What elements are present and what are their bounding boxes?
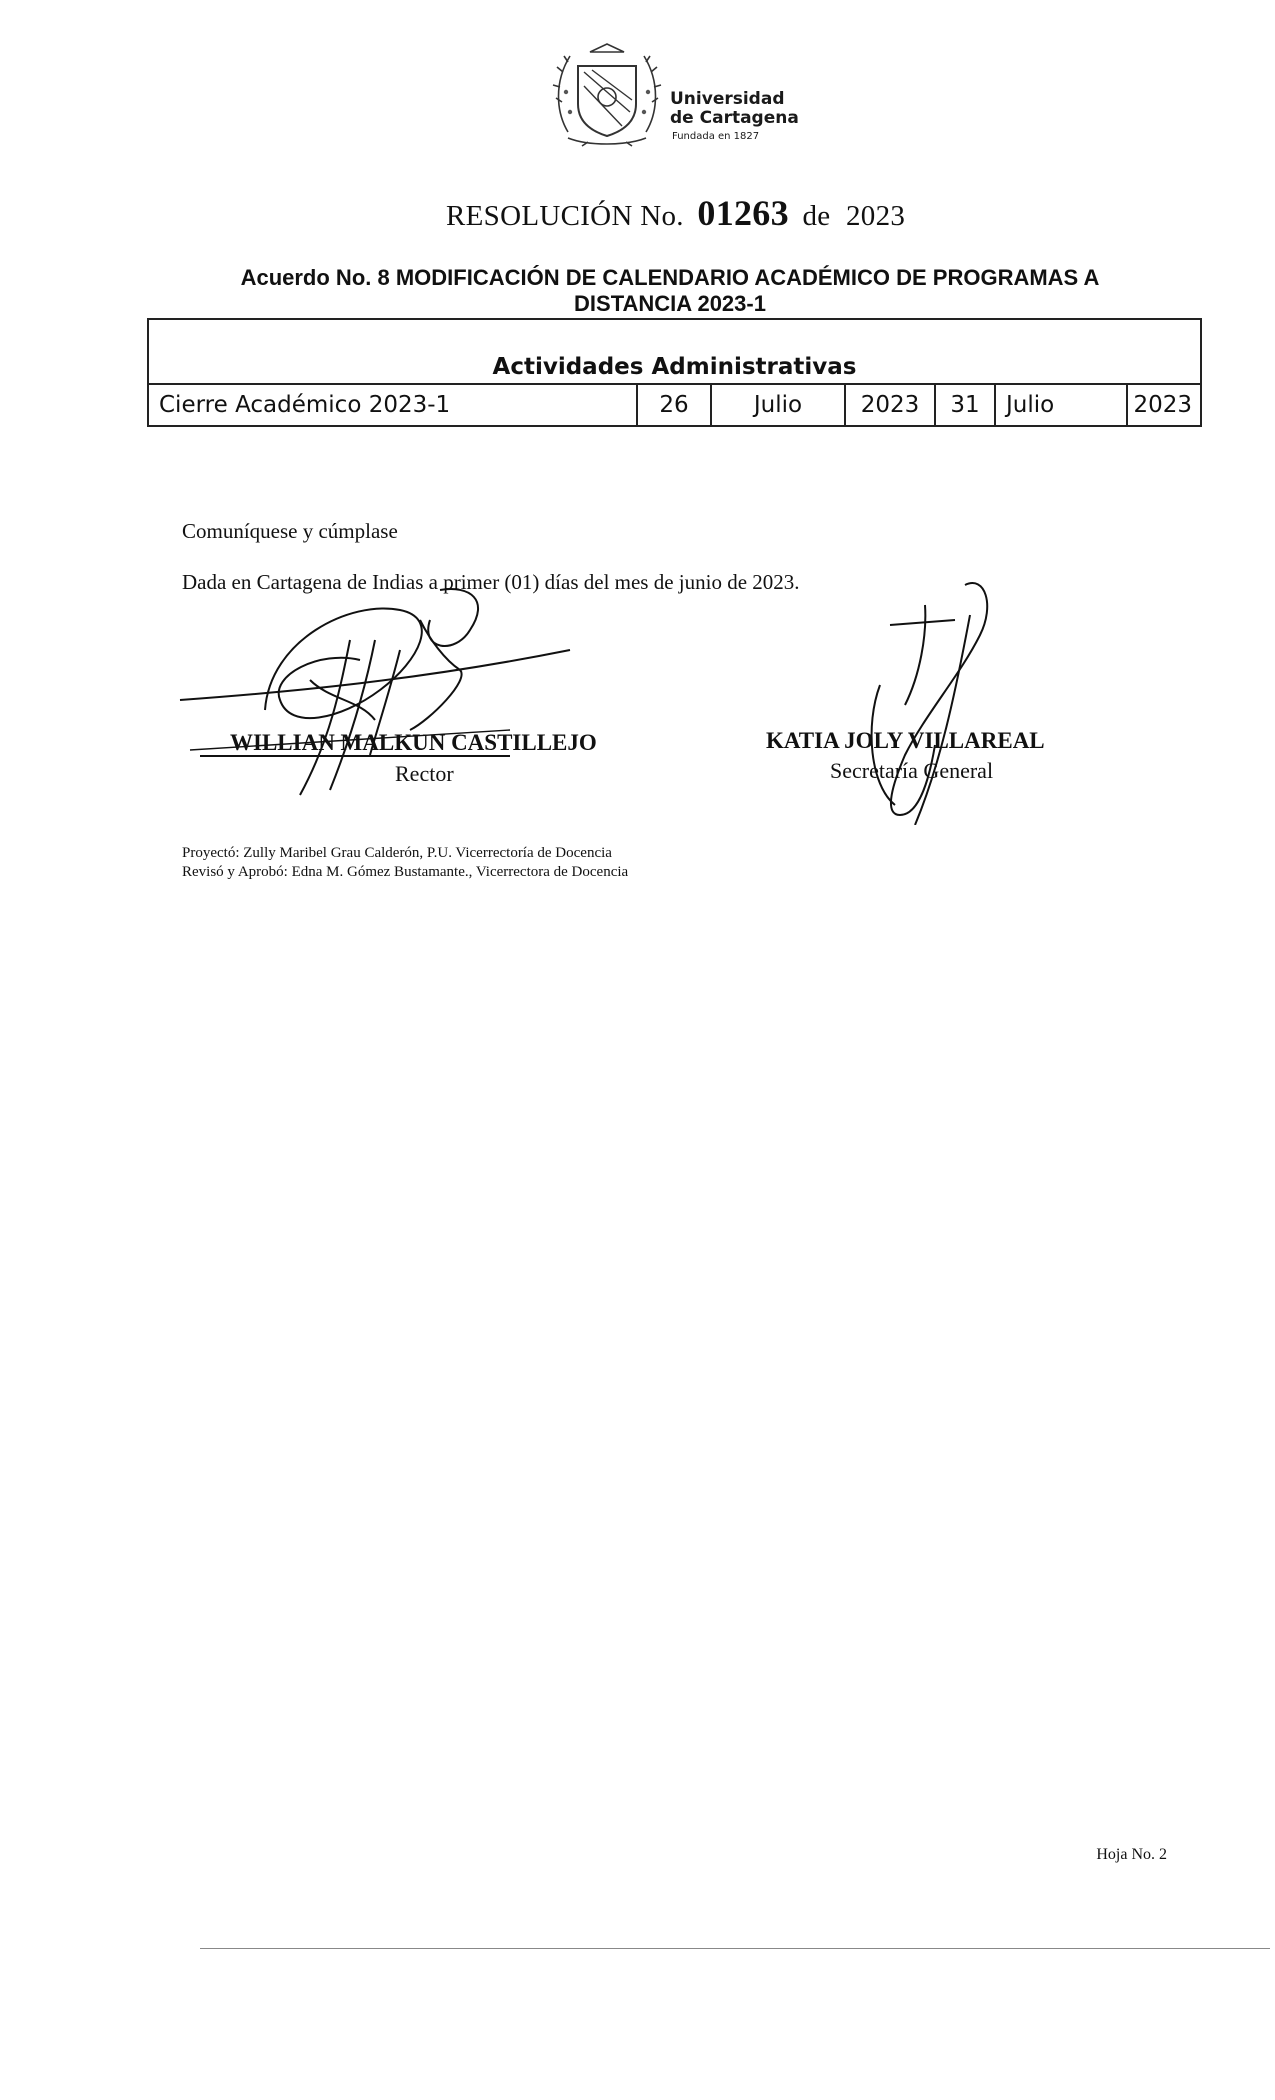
footer-proyecto: Proyectó: Zully Maribel Grau Calderón, P.U. Vicerrectoría de Docencia [182, 845, 612, 861]
resolution-connector: de [802, 200, 831, 232]
page-number: Hoja No. 2 [1096, 1846, 1167, 1863]
logo-motto: Fundada en 1827 [672, 131, 760, 142]
table-row [149, 383, 1200, 429]
rector-signature [170, 580, 590, 810]
rector-role: Rector [395, 761, 454, 786]
resolution-heading [446, 192, 905, 234]
activity-cell: Cierre Académico 2023-1 [159, 392, 451, 418]
secretary-name: KATIA JOLY VILLAREAL [766, 728, 1045, 753]
acuerdo-title: Acuerdo No. 8 MODIFICACIÓN DE CALENDARIO ACADÉMICO DE PROGRAMAS A DISTANCIA 2023-1 [240, 265, 1100, 316]
end-year-cell: 2023 [1126, 385, 1200, 427]
start-month-cell: Julio [710, 385, 844, 427]
rector-name: WILLIAN MALKUN CASTILLEJO [230, 730, 597, 755]
end-day-cell: 31 [934, 385, 994, 427]
logo-wordmark [670, 90, 799, 142]
rector-signature-line [200, 755, 510, 757]
table-section-title: Actividades Administrativas [492, 354, 857, 380]
given-text: Dada en Cartagena de Indias a primer (01) días del mes de junio de 2023. [182, 570, 800, 594]
logo-name-line2: de Cartagena [670, 108, 799, 128]
secretary-role: Secretaría General [830, 758, 994, 783]
footer-reviso: Revisó y Aprobó: Edna M. Gómez Bustamante., Vicerrectora de Docencia [182, 864, 629, 880]
resolution-prefix: RESOLUCIÓN No. [446, 200, 684, 232]
resolution-number: 01263 [697, 193, 789, 233]
closing-text: Comuníquese y cúmplase [182, 519, 398, 543]
secretary-signature [845, 575, 1015, 825]
end-month-cell: Julio [994, 385, 1126, 427]
start-day-cell: 26 [636, 385, 710, 427]
logo-name-line1: Universidad [670, 89, 785, 109]
resolution-year: 2023 [846, 200, 906, 232]
bottom-rule [200, 1948, 1270, 1949]
calendar-table [147, 318, 1202, 427]
start-year-cell: 2023 [844, 385, 934, 427]
university-seal-icon [548, 42, 666, 148]
